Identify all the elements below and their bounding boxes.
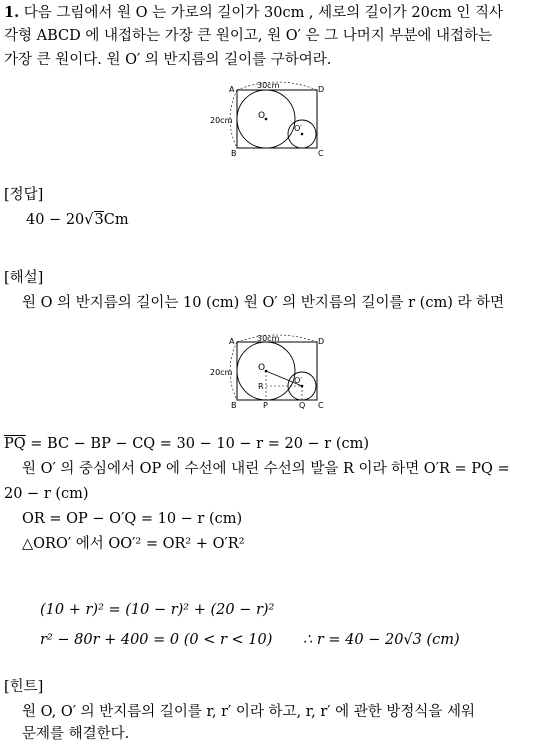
hint-heading: [힌트] (4, 679, 44, 695)
vertex-d: D (318, 85, 325, 94)
side-length-label-2: 20cm (210, 368, 233, 377)
center-o-prime-2 (301, 385, 304, 388)
hint-line-1: 원 O, O′ 의 반지름의 길이를 r, r′ 이라 하고, r, r′ 에 관한 방정식을 세워 (22, 704, 476, 720)
figure-rectangle-circles (205, 80, 335, 162)
label-q: Q (299, 401, 306, 410)
explanation-heading: [해설] (4, 270, 44, 286)
label-p: P (263, 401, 268, 410)
vertex-d-2: D (318, 337, 325, 346)
label-o: O (258, 111, 266, 121)
equation-pq: $\overline{PQ}$ = BC − BP − CQ = 30 − 10 − r = 20 − r (cm) (4, 436, 370, 452)
rectangle-abcd-2 (237, 342, 317, 400)
answer-value: 40 − 20√3Cm (26, 212, 129, 228)
label-r: R (258, 382, 264, 391)
center-o-prime (301, 133, 304, 136)
side-length-label: 20cm (210, 116, 233, 125)
explanation-center-line: 원 O′ 의 중심에서 OP 에 수선에 내린 수선의 발을 R 이라 하면 O′R = PQ = (22, 461, 510, 477)
vertex-a-2: A (229, 337, 235, 346)
label-o-prime: O′ (294, 124, 303, 133)
vertex-a: A (229, 85, 235, 94)
explanation-line-1: 원 O 의 반지름의 길이는 10 (cm) 원 O′ 의 반지름의 길이를 r (cm) 라 하면 (22, 295, 505, 311)
explanation-center-line-2: 20 − r (cm) (4, 486, 89, 502)
equation-triangle: △ORO′ 에서 OO′² = OR² + O′R² (22, 536, 245, 552)
vertex-c-2: C (318, 401, 324, 410)
equation-solution: ∴ r = 40 − 20√3 (cm) (303, 632, 460, 648)
equation-quadratic: r² − 80r + 400 = 0 (0 < r < 10) ∴ r = 40 − 20√3 (cm) (40, 632, 460, 648)
problem-line-1: 1. 다음 그림에서 원 O 는 가로의 길이가 30cm , 세로의 길이가 20cm 인 직사 (4, 4, 503, 21)
equation-or: OR = OP − O′Q = 10 − r (cm) (22, 511, 243, 527)
label-o-prime-2: O′ (294, 376, 303, 385)
top-length-label-2: 30cm (257, 334, 280, 343)
problem-line-3: 가장 큰 원이다. 원 O′ 의 반지름의 길이를 구하여라. (4, 52, 332, 68)
problem-number: 1. (4, 4, 20, 21)
equation-pythagoras: (10 + r)² = (10 − r)² + (20 − r)² (40, 602, 275, 618)
problem-line-2: 각형 ABCD 에 내접하는 가장 큰 원이고, 원 O′ 은 그 나머지 부분에 내접하는 (4, 28, 493, 44)
answer-heading: [정답] (4, 187, 44, 203)
top-length-label: 30cm (257, 81, 280, 90)
vertex-b: B (231, 149, 237, 158)
vertex-c: C (318, 149, 324, 158)
vertex-b-2: B (231, 401, 237, 410)
figure-with-construction (205, 334, 335, 414)
rectangle-abcd (237, 90, 317, 148)
hint-line-2: 문제를 해결한다. (22, 726, 130, 742)
label-o-2: O (258, 363, 266, 373)
